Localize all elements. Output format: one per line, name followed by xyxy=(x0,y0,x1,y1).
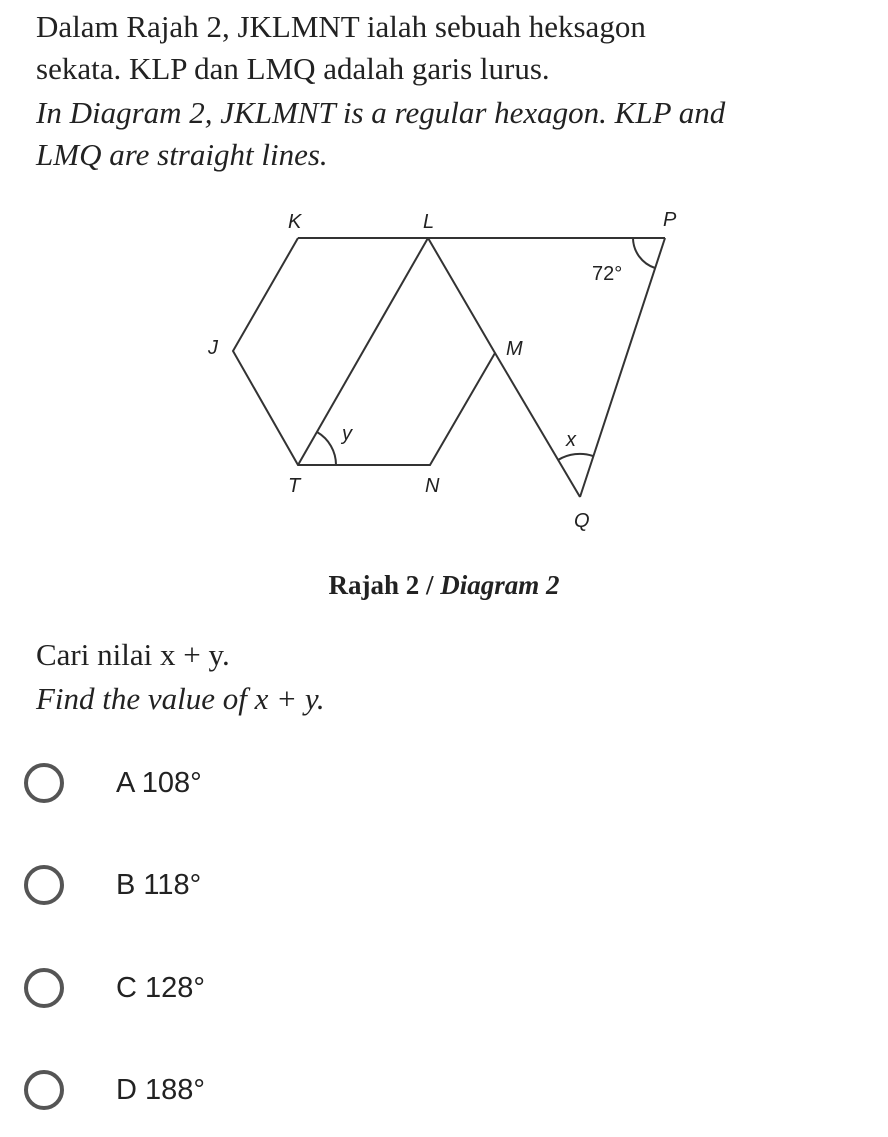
label-m: M xyxy=(506,338,523,360)
option-b[interactable] xyxy=(24,865,201,905)
label-y: y xyxy=(342,423,352,445)
label-q: Q xyxy=(574,510,590,532)
label-angle-72: 72° xyxy=(592,263,623,285)
option-d-label: D 188° xyxy=(116,1073,205,1106)
caption-en: Diagram 2 xyxy=(440,570,560,600)
option-b-label: B 118° xyxy=(116,868,202,901)
option-a-label: A 108° xyxy=(116,766,202,799)
angle-arc-p xyxy=(633,238,655,268)
angle-arc-x xyxy=(558,454,593,460)
radio-b[interactable] xyxy=(24,865,64,905)
option-d[interactable] xyxy=(24,1070,205,1110)
label-t: T xyxy=(288,475,301,497)
label-k: K xyxy=(288,211,302,233)
label-l: L xyxy=(423,211,435,233)
angle-arc-y xyxy=(317,432,336,465)
radio-a[interactable] xyxy=(24,763,64,803)
label-p: P xyxy=(663,209,677,231)
label-n: N xyxy=(425,475,440,497)
option-c[interactable] xyxy=(24,968,205,1008)
option-c-label: C 128° xyxy=(116,971,205,1004)
ask-ms: Cari nilai x + y. xyxy=(36,637,230,672)
caption-ms: Rajah 2 / xyxy=(328,570,441,600)
question-line-3: In Diagram 2, JKLMNT is a regular hexagon. KLP and xyxy=(36,95,726,130)
diagram-caption xyxy=(0,570,888,601)
label-j: J xyxy=(208,337,218,359)
radio-c[interactable] xyxy=(24,968,64,1008)
question-line-4: LMQ are straight lines. xyxy=(36,137,328,172)
hexagon-diagram xyxy=(0,0,888,560)
line-lt xyxy=(298,238,428,465)
label-x: x xyxy=(566,429,576,451)
radio-d[interactable] xyxy=(24,1070,64,1110)
option-a[interactable] xyxy=(24,763,202,803)
ask-en: Find the value of x + y. xyxy=(36,681,325,716)
question-line-2: sekata. KLP dan LMQ adalah garis lurus. xyxy=(36,51,550,86)
question-line-1: Dalam Rajah 2, JKLMNT ialah sebuah heksagon xyxy=(36,9,646,44)
line-mq xyxy=(495,353,580,497)
